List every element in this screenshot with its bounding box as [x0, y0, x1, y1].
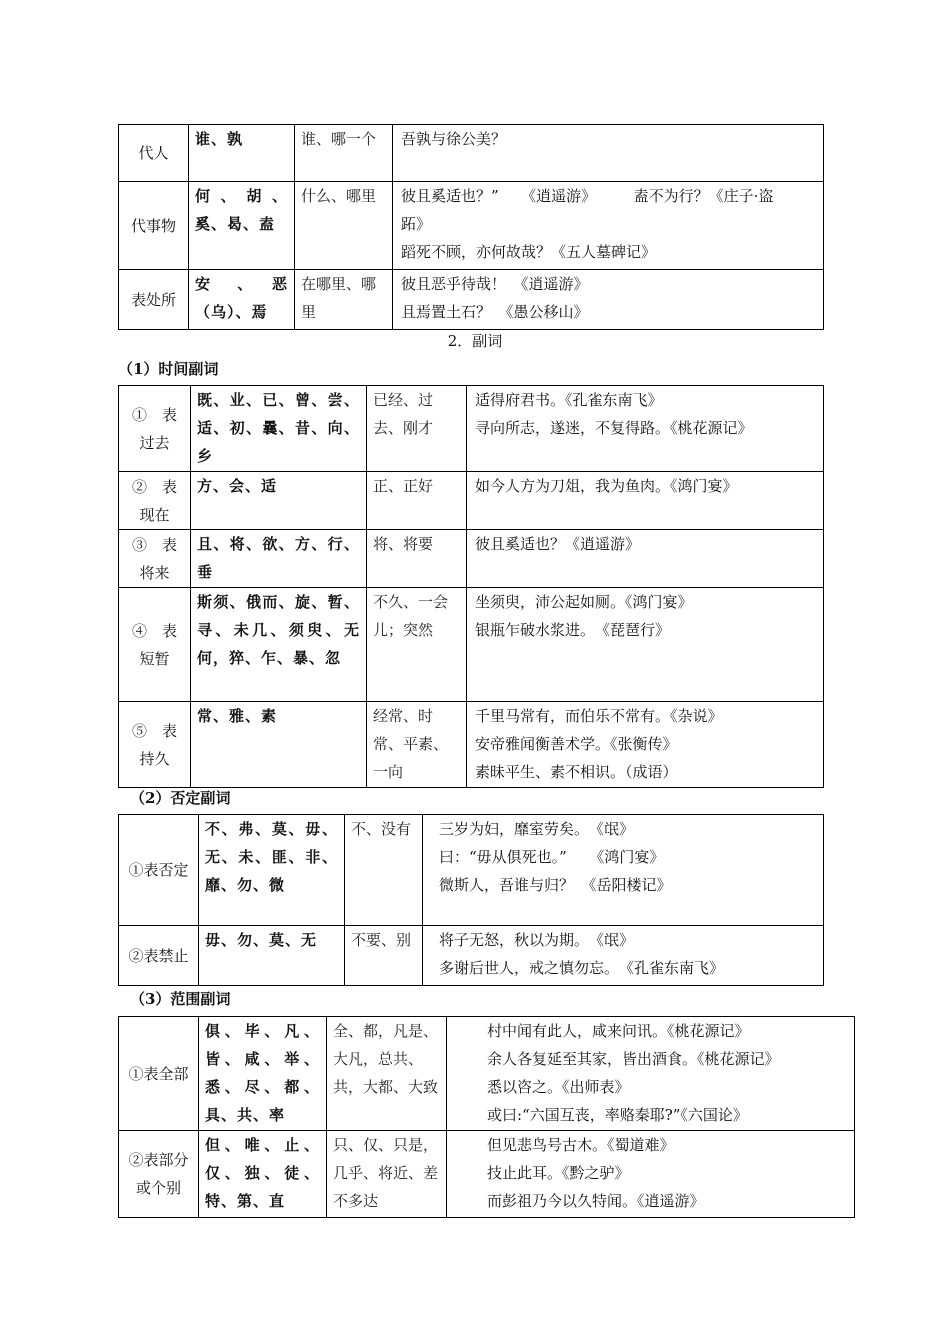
- row-label: 代人: [119, 125, 189, 182]
- example-line: 村中闻有此人，咸来问讯。《桃花源记》: [487, 1022, 750, 1040]
- meaning-cell: 不要、别: [345, 926, 423, 986]
- table-row: [119, 588, 824, 702]
- table-row: [119, 702, 824, 788]
- time-adverb-table: [118, 385, 824, 788]
- row-label: ① 表过去: [119, 386, 191, 472]
- scope-adverb-table: [118, 1016, 855, 1218]
- example-line: 吾孰与徐公美？: [401, 130, 507, 148]
- word-list: 安 、 恶（乌）、焉: [189, 270, 295, 330]
- word-list: 谁、孰: [189, 125, 295, 182]
- meaning-cell: 谁、哪一个: [295, 125, 393, 182]
- negation-adverb-table: [118, 814, 824, 986]
- meaning-cell: 什么、哪里: [295, 182, 393, 270]
- meaning-cell: 全、都，凡是、大凡，总共、共，大都、大致: [327, 1017, 447, 1131]
- table-row: [119, 182, 824, 270]
- row-label: ③ 表将来: [119, 530, 191, 588]
- table-row: [119, 386, 824, 472]
- row-label: ②表部分或个别: [119, 1131, 199, 1218]
- row-label: ①表否定: [119, 815, 199, 926]
- word-list: 方、会、适: [191, 472, 367, 530]
- example-line: 技止此耳。《黔之驴》: [487, 1164, 630, 1182]
- example-line: 微斯人，吾谁与归？ 《岳阳楼记》: [439, 876, 672, 894]
- table-row: [119, 530, 824, 588]
- example-line: 余人各复延至其家，皆出酒食。《桃花源记》: [487, 1050, 780, 1068]
- subsection-heading-time: （1）时间副词: [118, 360, 219, 378]
- example-line: 彼且奚适也？” 《逍遥游》 盍不为行？《庄子·盗: [401, 187, 774, 205]
- example-line: 彼且奚适也？《逍遥游》: [475, 535, 641, 553]
- meaning-cell: 经常、时常、平素、一向: [367, 702, 467, 788]
- example-cell: [467, 472, 824, 530]
- example-line: 或曰:“六国互丧，率赂秦耶?”《六国论》: [487, 1106, 748, 1124]
- word-list: 且、将、欲、方、行、垂: [191, 530, 367, 588]
- table-row: [119, 1017, 855, 1131]
- example-line: 曰：“毋从俱死也。” 《鸿门宴》: [439, 848, 665, 866]
- row-label: 表处所: [119, 270, 189, 330]
- example-cell: [393, 270, 824, 330]
- meaning-cell: 不久、一会儿；突然: [367, 588, 467, 702]
- table-row: [119, 270, 824, 330]
- row-label: ①表全部: [119, 1017, 199, 1131]
- word-list: 不、弗、莫、毋、无、未、匪、非、靡、勿、微: [199, 815, 345, 926]
- word-list: 何、胡、奚、曷、盍: [189, 182, 295, 270]
- example-line: 多谢后世人，戒之慎勿忘。 《孔雀东南飞》: [439, 959, 725, 977]
- example-line: 如今人方为刀俎，我为鱼肉。《鸿门宴》: [475, 477, 738, 495]
- table-row: [119, 125, 824, 182]
- word-list: 俱、毕、凡、皆、咸、举、悉、尽、都、具、共、率: [199, 1017, 327, 1131]
- example-line: 适得府君书。《孔雀东南飞》: [475, 391, 663, 409]
- table-row: [119, 926, 824, 986]
- example-line: 坐须臾，沛公起如厕。《鸿门宴》: [475, 593, 693, 611]
- section-title: 2．副词: [447, 332, 503, 350]
- example-line: 安帝雅闻衡善术学。《张衡传》: [475, 735, 678, 753]
- table-row: [119, 472, 824, 530]
- example-cell: [467, 588, 824, 702]
- example-cell: [467, 702, 824, 788]
- example-line: 蹈死不顾，亦何故哉？《五人墓碑记》: [401, 243, 657, 261]
- pronoun-table: [118, 124, 824, 330]
- example-line: 跖》: [401, 215, 432, 233]
- meaning-cell: 正、正好: [367, 472, 467, 530]
- meaning-cell: 已经、过去、刚才: [367, 386, 467, 472]
- meaning-cell: 不、没有: [345, 815, 423, 926]
- meaning-cell: 将、将要: [367, 530, 467, 588]
- example-cell: [467, 386, 824, 472]
- row-label: ② 表现在: [119, 472, 191, 530]
- row-label: ④ 表短暂: [119, 588, 191, 702]
- example-cell: [447, 1017, 855, 1131]
- table-row: [119, 1131, 855, 1218]
- word-list: 斯须、俄而、旋、暂、寻、未几、须臾、无何，猝、乍、暴、忽: [191, 588, 367, 702]
- row-label: ②表禁止: [119, 926, 199, 986]
- example-line: 且焉置土石？ 《愚公移山》: [401, 303, 589, 321]
- word-list: 常、雅、素: [191, 702, 367, 788]
- subsection-heading-scope: （3）范围副词: [130, 990, 231, 1008]
- word-list: 毋、勿、莫、无: [199, 926, 345, 986]
- example-line: 但见悲鸟号古木。《蜀道难》: [487, 1136, 675, 1154]
- example-line: 三岁为妇，靡室劳矣。 《氓》: [439, 820, 635, 838]
- example-line: 悉以咨之。《出师表》: [487, 1078, 630, 1096]
- table-row: [119, 815, 824, 926]
- example-line: 而彭祖乃今以久特闻。《逍遥游》: [487, 1192, 705, 1210]
- example-cell: [393, 125, 824, 182]
- example-cell: [467, 530, 824, 588]
- subsection-heading-negation: （2）否定副词: [130, 789, 231, 807]
- example-line: 素昧平生、素不相识。（成语）: [475, 763, 678, 781]
- example-cell: [393, 182, 824, 270]
- example-line: 彼且恶乎待哉！ 《逍遥游》: [401, 275, 589, 293]
- word-list: 既、业、已、曾、尝、适、初、曩、昔、向、乡: [191, 386, 367, 472]
- row-label: ⑤ 表持久: [119, 702, 191, 788]
- example-line: 寻向所志，遂迷，不复得路。《桃花源记》: [475, 419, 753, 437]
- example-cell: [423, 926, 824, 986]
- example-cell: [423, 815, 824, 926]
- meaning-cell: 只、仅、只是，几乎、将近、差不多达: [327, 1131, 447, 1218]
- example-line: 千里马常有，而伯乐不常有。《杂说》: [475, 707, 723, 725]
- example-line: 银瓶乍破水浆进。 《琵琶行》: [475, 621, 671, 639]
- example-cell: [447, 1131, 855, 1218]
- row-label: 代事物: [119, 182, 189, 270]
- meaning-cell: 在哪里、哪里: [295, 270, 393, 330]
- example-line: 将子无怒，秋以为期。 《氓》: [439, 931, 635, 949]
- word-list: 但、唯、止、仅、独、徒、特、第、直: [199, 1131, 327, 1218]
